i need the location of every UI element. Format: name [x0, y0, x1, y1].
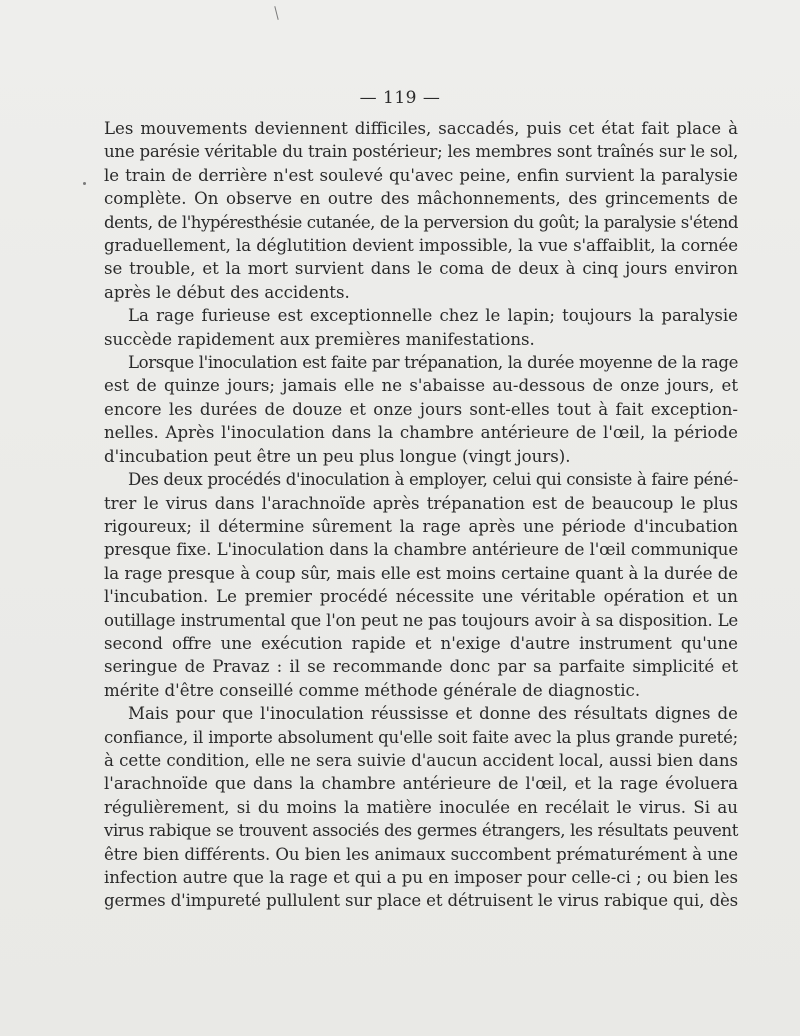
text-line: est de quinze jours; jamais elle ne s'abaisse au-dessous de onze jours, et [104, 376, 738, 396]
text-line: virus rabique se trouvent associés des germes étrangers, les résultats peuvent [104, 821, 738, 841]
text-line: outillage instrumental que l'on peut ne pas toujours avoir à sa disposition. Le [104, 610, 738, 630]
text-line: une parésie véritable du train postérieur; les membres sont traînés sur le sol, [104, 142, 738, 162]
text-line: mérite d'être conseillé comme méthode générale de diagnostic. [104, 680, 641, 700]
text-line: se trouble, et la mort survient dans le coma de deux à cinq jours environ [104, 259, 738, 279]
text-line: être bien différents. Ou bien les animaux succombent prématurément à une [104, 844, 738, 864]
text-line: régulièrement, si du moins la matière inoculée en recélait le virus. Si au [104, 797, 738, 817]
text-line: dents, de l'hypéresthésie cutanée, de la perversion du goût; la paralysie s'étend [104, 212, 738, 232]
text-line: rigoureux; il détermine sûrement la rage après une période d'incubation [104, 516, 738, 536]
text-line: la rage presque à coup sûr, mais elle est moins certaine quant à la durée de [104, 563, 738, 583]
text-line: Les mouvements deviennent difficiles, saccadés, puis cet état fait place à [104, 119, 738, 138]
text-line: nelles. Après l'inoculation dans la chambre antérieure de l'œil, la période [104, 423, 738, 443]
text-line: graduellement, la déglutition devient impossible, la vue s'affaiblit, la cornée [104, 236, 738, 256]
text-line: seringue de Pravaz : il se recommande donc par sa parfaite simplicité et [104, 657, 738, 677]
text-line: Lorsque l'inoculation est faite par trépanation, la durée moyenne de la rage [128, 353, 738, 373]
text-line: le train de derrière n'est soulevé qu'avec peine, enfin survient la paralysie [104, 165, 738, 185]
paragraph [104, 304, 738, 351]
text-line: complète. On observe en outre des mâchonnements, des grincements de [104, 189, 738, 209]
text-line: Mais pour que l'inoculation réussisse et donne des résultats dignes de [128, 704, 738, 724]
scan-mark-top [274, 6, 278, 20]
paragraph [104, 351, 738, 468]
text-line: second offre une exécution rapide et n'exige d'autre instrument qu'une [104, 633, 738, 653]
text-line: La rage furieuse est exceptionnelle chez le lapin; toujours la paralysie [128, 306, 738, 326]
paragraph [104, 702, 738, 913]
text-line: trer le virus dans l'arachnoïde après trépanation est de beaucoup le plus [104, 493, 738, 513]
text-line: encore les durées de douze et onze jours sont-elles tout à fait exception- [104, 399, 738, 419]
text-line: d'incubation peut être un peu plus longue (vingt jours). [104, 446, 571, 466]
text-line: l'arachnoïde que dans la chambre antérieure de l'œil, et la rage évoluera [104, 774, 738, 794]
text-line: à cette condition, elle ne sera suivie d'aucun accident local, aussi bien dans [104, 750, 738, 770]
page-number: — 119 — [359, 88, 441, 108]
text-line: après le début des accidents. [104, 282, 350, 302]
text-line: Des deux procédés d'inoculation à employer, celui qui consiste à faire péné- [128, 470, 738, 490]
text-line: infection autre que la rage et qui a pu en imposer pour celle-ci ; ou bien les [104, 868, 738, 887]
text-line: presque fixe. L'inoculation dans la chambre antérieure de l'œil communique [104, 540, 738, 560]
paragraph [104, 468, 738, 702]
paragraph [104, 117, 738, 304]
text-line: confiance, il importe absolument qu'elle soit faite avec la plus grande pureté; [104, 727, 738, 747]
text-body [104, 117, 738, 913]
scan-dot-left [83, 182, 86, 185]
text-line: succède rapidement aux premières manifestations. [104, 329, 535, 349]
text-line: germes d'impureté pullulent sur place et détruisent le virus rabique qui, dès [104, 891, 738, 911]
text-line: l'incubation. Le premier procédé nécessite une véritable opération et un [104, 587, 738, 607]
